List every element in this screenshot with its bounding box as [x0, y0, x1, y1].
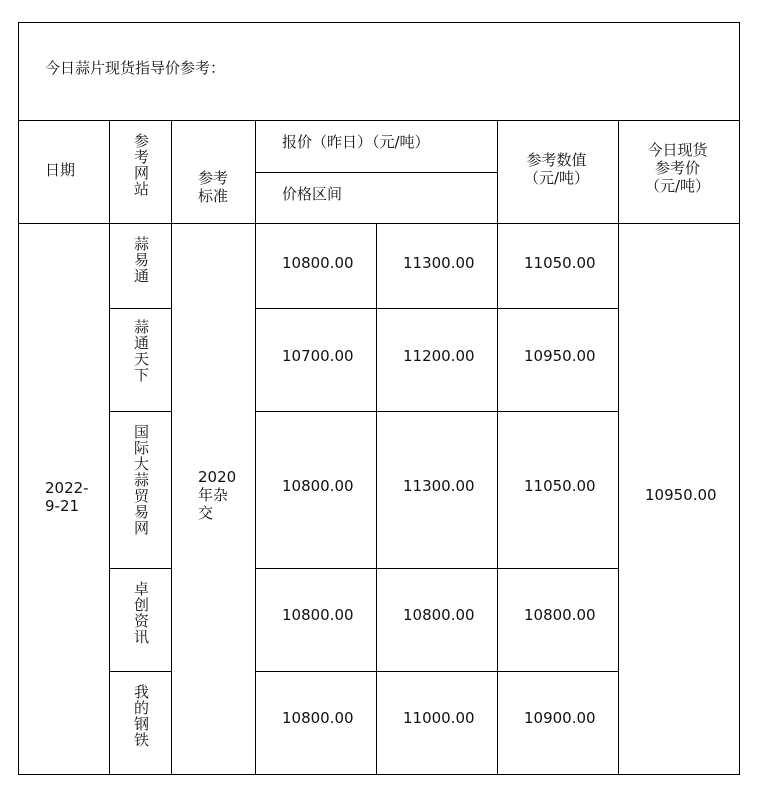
- high-price: 11300.00: [403, 254, 475, 272]
- ref-value-cell: [497, 568, 619, 672]
- header-quote-cell: [255, 120, 498, 173]
- date-value: 2022- 9-21: [45, 479, 89, 515]
- header-ref: 参考数值 （元/吨）: [524, 151, 590, 187]
- site-name: 卓创资讯: [132, 581, 150, 645]
- header-site-cell: [109, 120, 172, 224]
- table-row-site-cell: [109, 308, 172, 412]
- site-name: 我的钢铁: [132, 684, 150, 748]
- high-price: 11000.00: [403, 709, 475, 727]
- ref-value-cell: [497, 411, 619, 569]
- high-price-cell: [376, 411, 498, 569]
- header-today: 今日现货 参考价 （元/吨）: [645, 141, 711, 195]
- high-price: 11300.00: [403, 477, 475, 495]
- high-price-cell: [376, 223, 498, 309]
- ref-value: 10950.00: [524, 347, 596, 365]
- today-price-value: 10950.00: [645, 486, 717, 504]
- date-cell: [18, 223, 110, 775]
- site-name: 国际大蒜贸易网: [132, 424, 150, 536]
- low-price: 10800.00: [282, 709, 354, 727]
- high-price-cell: [376, 671, 498, 775]
- header-quote: 报价（昨日）（元/吨）: [282, 133, 430, 151]
- table-row-site-cell: [109, 568, 172, 672]
- table-row-site-cell: [109, 411, 172, 569]
- table-row-site-cell: [109, 223, 172, 309]
- header-site: 参考网站: [132, 133, 150, 197]
- header-ref-cell: [497, 120, 619, 224]
- standard-cell: [171, 223, 256, 775]
- header-today-cell: [618, 120, 740, 224]
- header-date-cell: [18, 120, 110, 224]
- header-standard-cell: [171, 120, 256, 224]
- low-price: 10700.00: [282, 347, 354, 365]
- low-price-cell: [255, 223, 377, 309]
- high-price-cell: [376, 308, 498, 412]
- low-price-cell: [255, 671, 377, 775]
- today-price-cell: [618, 223, 740, 775]
- low-price-cell: [255, 411, 377, 569]
- table-row-site-cell: [109, 671, 172, 775]
- low-price-cell: [255, 568, 377, 672]
- header-range: 价格区间: [282, 185, 343, 203]
- site-name: 蒜通天下: [132, 319, 150, 383]
- ref-value-cell: [497, 308, 619, 412]
- header-range-cell: [255, 172, 498, 224]
- ref-value: 10800.00: [524, 606, 596, 624]
- header-standard: [198, 151, 232, 205]
- low-price: 10800.00: [282, 254, 354, 272]
- site-name: 蒜易通: [132, 236, 150, 284]
- header-standard-text: 参考标准: [198, 169, 229, 205]
- high-price: 11200.00: [403, 347, 475, 365]
- title-cell: [18, 22, 740, 121]
- ref-value-cell: [497, 223, 619, 309]
- header-date: 日期: [45, 161, 76, 179]
- ref-value: 10900.00: [524, 709, 596, 727]
- high-price-cell: [376, 568, 498, 672]
- low-price: 10800.00: [282, 606, 354, 624]
- table-title: 今日蒜片现货指导价参考：: [45, 59, 226, 77]
- high-price: 10800.00: [403, 606, 475, 624]
- low-price-cell: [255, 308, 377, 412]
- ref-value-cell: [497, 671, 619, 775]
- ref-value: 11050.00: [524, 477, 596, 495]
- ref-value: 11050.00: [524, 254, 596, 272]
- low-price: 10800.00: [282, 477, 354, 495]
- standard-value: 2020 年杂 交: [198, 468, 237, 522]
